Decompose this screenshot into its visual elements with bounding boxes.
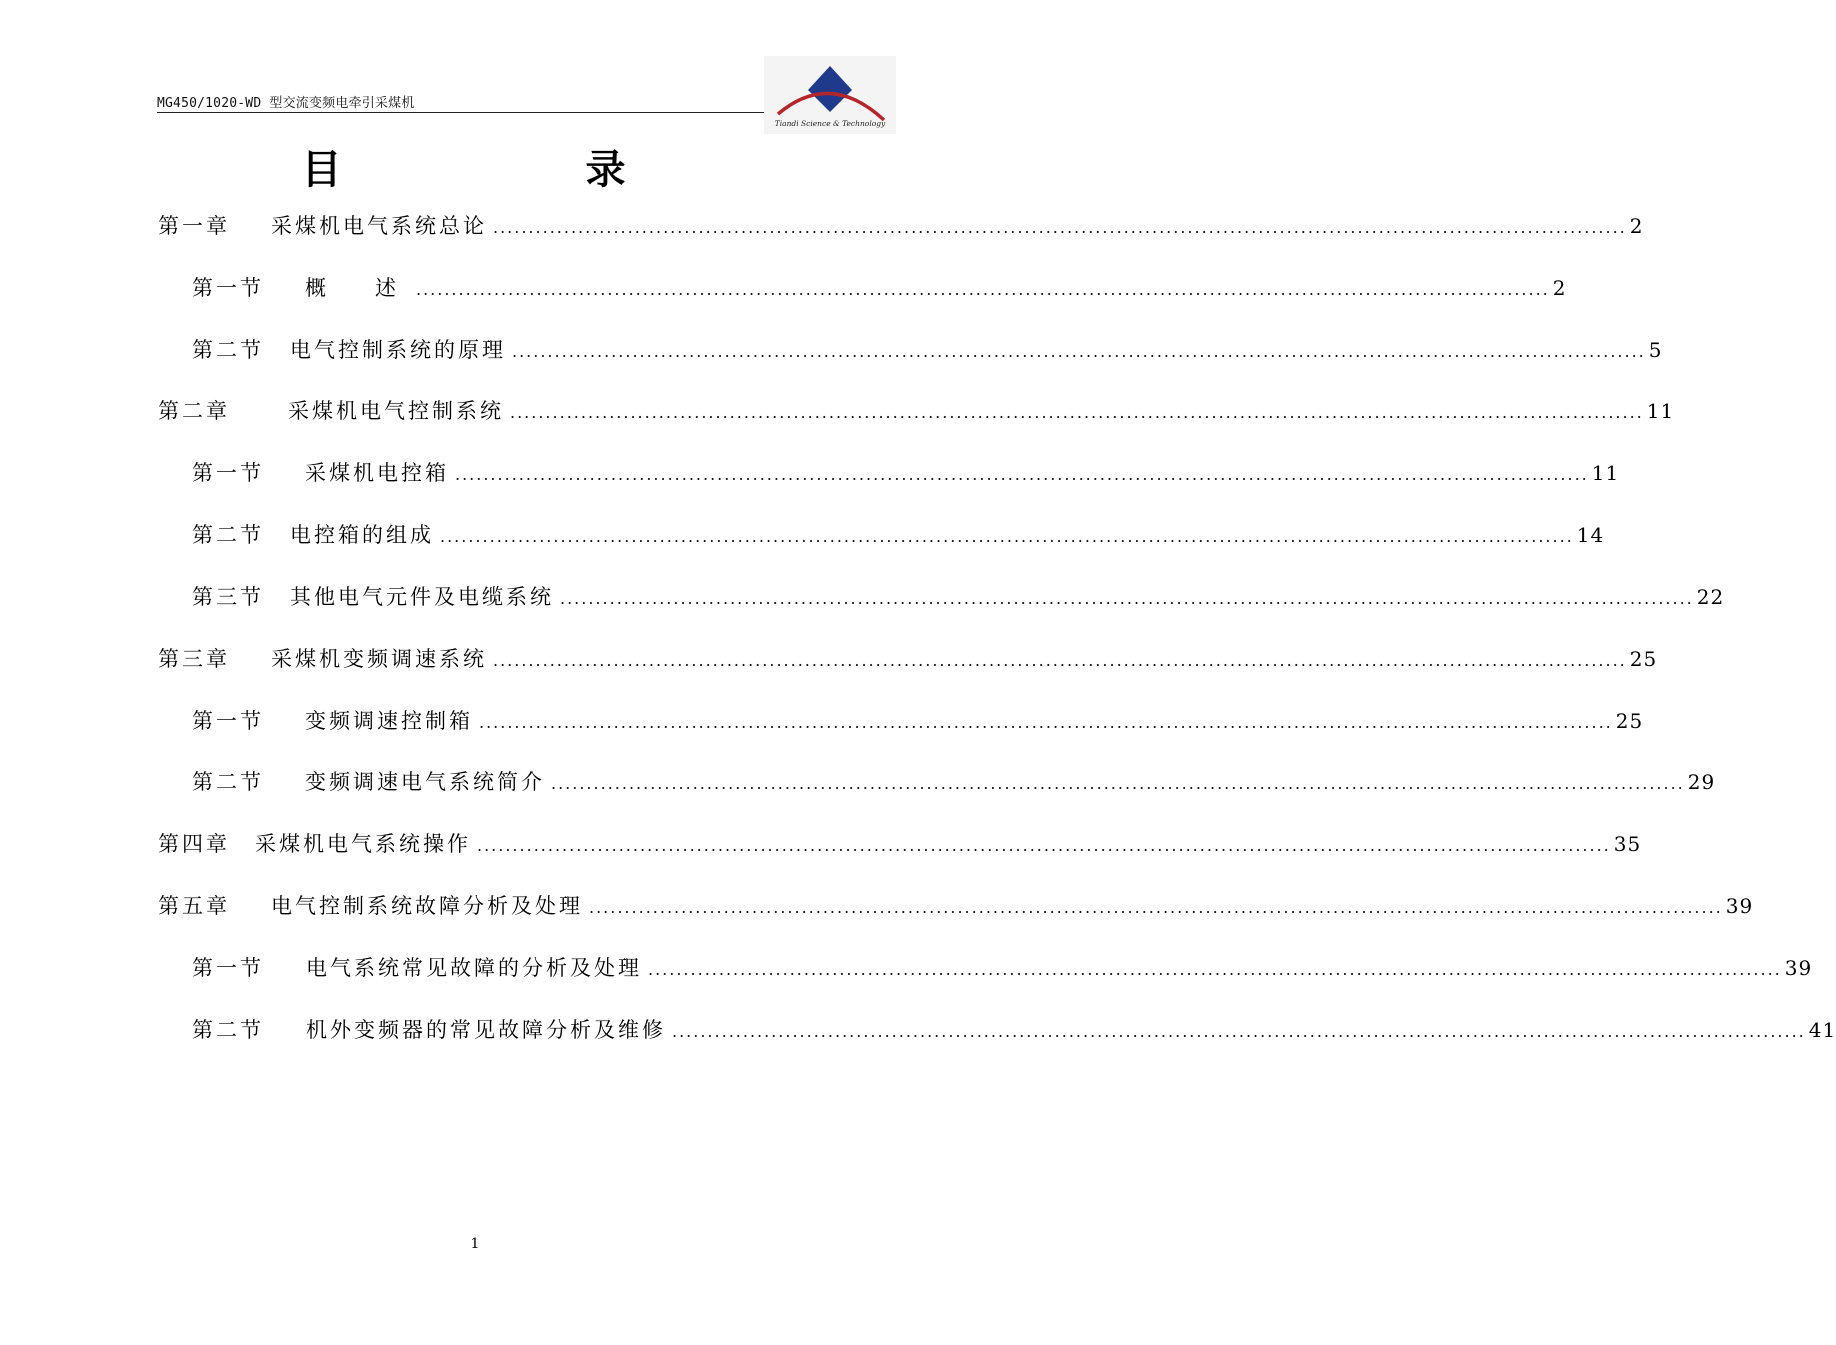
toc-entry-section-1-1[interactable] bbox=[192, 273, 1567, 303]
toc-leader-dots: ................................................................................................................................................................ bbox=[479, 713, 1613, 732]
toc-entry-page: 39 bbox=[1784, 956, 1813, 980]
toc-entry-label: 第一节 bbox=[192, 956, 264, 980]
toc-entry-title: 其他电气元件及电缆系统 bbox=[290, 585, 554, 609]
toc-entry-title: 电气控制系统的原理 bbox=[290, 338, 506, 362]
toc-entry-label: 第三章 bbox=[158, 647, 230, 671]
logo-caption: Tiandi Science & Technology bbox=[774, 119, 886, 128]
toc-entry-section-5-2[interactable] bbox=[192, 1015, 1836, 1045]
toc-entry-page: 29 bbox=[1687, 770, 1716, 794]
page-title: 目 录 bbox=[301, 147, 741, 193]
toc-entry-label: 第二节 bbox=[192, 1018, 264, 1042]
toc-entry-title: 电气控制系统故障分析及处理 bbox=[271, 894, 583, 918]
toc-entry-section-3-2[interactable] bbox=[192, 767, 1716, 797]
toc-entry-title: 采煤机电气控制系统 bbox=[288, 399, 504, 423]
toc-entry-section-2-1[interactable] bbox=[192, 458, 1620, 488]
toc-leader-dots: ................................................................................................................................................................ bbox=[560, 589, 1694, 608]
toc-entry-title: 采煤机电气系统总论 bbox=[271, 214, 487, 238]
toc-entry-title: 概 述 bbox=[305, 276, 410, 300]
toc-leader-dots: ................................................................................................................................................................ bbox=[648, 960, 1782, 979]
toc-leader-dots: ................................................................................................................................................................ bbox=[672, 1022, 1806, 1041]
toc-entry-chapter-3[interactable] bbox=[158, 644, 1658, 674]
toc-entry-page: 5 bbox=[1648, 338, 1663, 362]
toc-entry-title: 变频调速控制箱 bbox=[305, 709, 473, 733]
toc-entry-label: 第三节 bbox=[192, 585, 264, 609]
toc-entry-section-2-3[interactable] bbox=[192, 582, 1725, 612]
toc-entry-chapter-1[interactable] bbox=[158, 211, 1644, 241]
toc-entry-title: 采煤机电气系统操作 bbox=[255, 832, 471, 856]
toc-entry-title: 采煤机电控箱 bbox=[305, 461, 449, 485]
toc-leader-dots: ................................................................................................................................................................ bbox=[589, 898, 1723, 917]
page-number: 1 bbox=[470, 1236, 480, 1252]
toc-entry-page: 25 bbox=[1629, 647, 1658, 671]
toc-entry-label: 第五章 bbox=[158, 894, 230, 918]
toc-entry-chapter-4[interactable] bbox=[158, 829, 1642, 859]
toc-leader-dots: ................................................................................................................................................................ bbox=[493, 218, 1627, 237]
toc-entry-label: 第二章 bbox=[158, 399, 230, 423]
toc-leader-dots: ................................................................................................................................................................ bbox=[416, 280, 1550, 299]
toc-entry-page: 35 bbox=[1613, 832, 1642, 856]
toc-entry-label: 第一节 bbox=[192, 461, 264, 485]
toc-leader-dots: ................................................................................................................................................................ bbox=[510, 403, 1644, 422]
toc-entry-label: 第二节 bbox=[192, 523, 264, 547]
toc-entry-title: 变频调速电气系统简介 bbox=[305, 770, 545, 794]
toc-entry-label: 第二节 bbox=[192, 338, 264, 362]
toc-entry-page: 11 bbox=[1591, 461, 1620, 485]
toc-entry-page: 2 bbox=[1552, 276, 1567, 300]
toc-entry-page: 14 bbox=[1576, 523, 1605, 547]
toc-entry-label: 第二节 bbox=[192, 770, 264, 794]
toc-leader-dots: ................................................................................................................................................................ bbox=[477, 836, 1611, 855]
toc-entry-title: 机外变频器的常见故障分析及维修 bbox=[306, 1018, 666, 1042]
toc-entry-page: 11 bbox=[1646, 399, 1675, 423]
toc-leader-dots: ................................................................................................................................................................ bbox=[455, 465, 1589, 484]
toc-entry-chapter-5[interactable] bbox=[158, 891, 1754, 921]
toc-leader-dots: ................................................................................................................................................................ bbox=[440, 527, 1574, 546]
toc-leader-dots: ................................................................................................................................................................ bbox=[551, 774, 1685, 793]
toc-entry-label: 第四章 bbox=[158, 832, 230, 856]
toc-entry-title: 电控箱的组成 bbox=[290, 523, 434, 547]
toc-entry-label: 第一节 bbox=[192, 709, 264, 733]
toc-entry-section-5-1[interactable] bbox=[192, 953, 1813, 983]
toc-entry-title: 采煤机变频调速系统 bbox=[271, 647, 487, 671]
toc-entry-section-1-2[interactable] bbox=[192, 335, 1663, 365]
toc-entry-section-2-2[interactable] bbox=[192, 520, 1605, 550]
toc-entry-title: 电气系统常见故障的分析及处理 bbox=[306, 956, 642, 980]
toc-entry-chapter-2[interactable] bbox=[158, 396, 1675, 426]
toc-entry-page: 39 bbox=[1725, 894, 1754, 918]
toc-leader-dots: ................................................................................................................................................................ bbox=[493, 651, 1627, 670]
toc-entry-page: 25 bbox=[1615, 709, 1644, 733]
toc-entry-page: 22 bbox=[1696, 585, 1725, 609]
toc-entry-section-3-1[interactable] bbox=[192, 706, 1644, 736]
toc-entry-page: 2 bbox=[1629, 214, 1644, 238]
toc-entry-label: 第一节 bbox=[192, 276, 264, 300]
toc-leader-dots: ................................................................................................................................................................ bbox=[512, 342, 1646, 361]
toc-entry-page: 41 bbox=[1808, 1018, 1836, 1042]
toc-entry-label: 第一章 bbox=[158, 214, 230, 238]
running-header: MG450/1020-WD 型交流变频电牵引采煤机 bbox=[157, 96, 415, 111]
